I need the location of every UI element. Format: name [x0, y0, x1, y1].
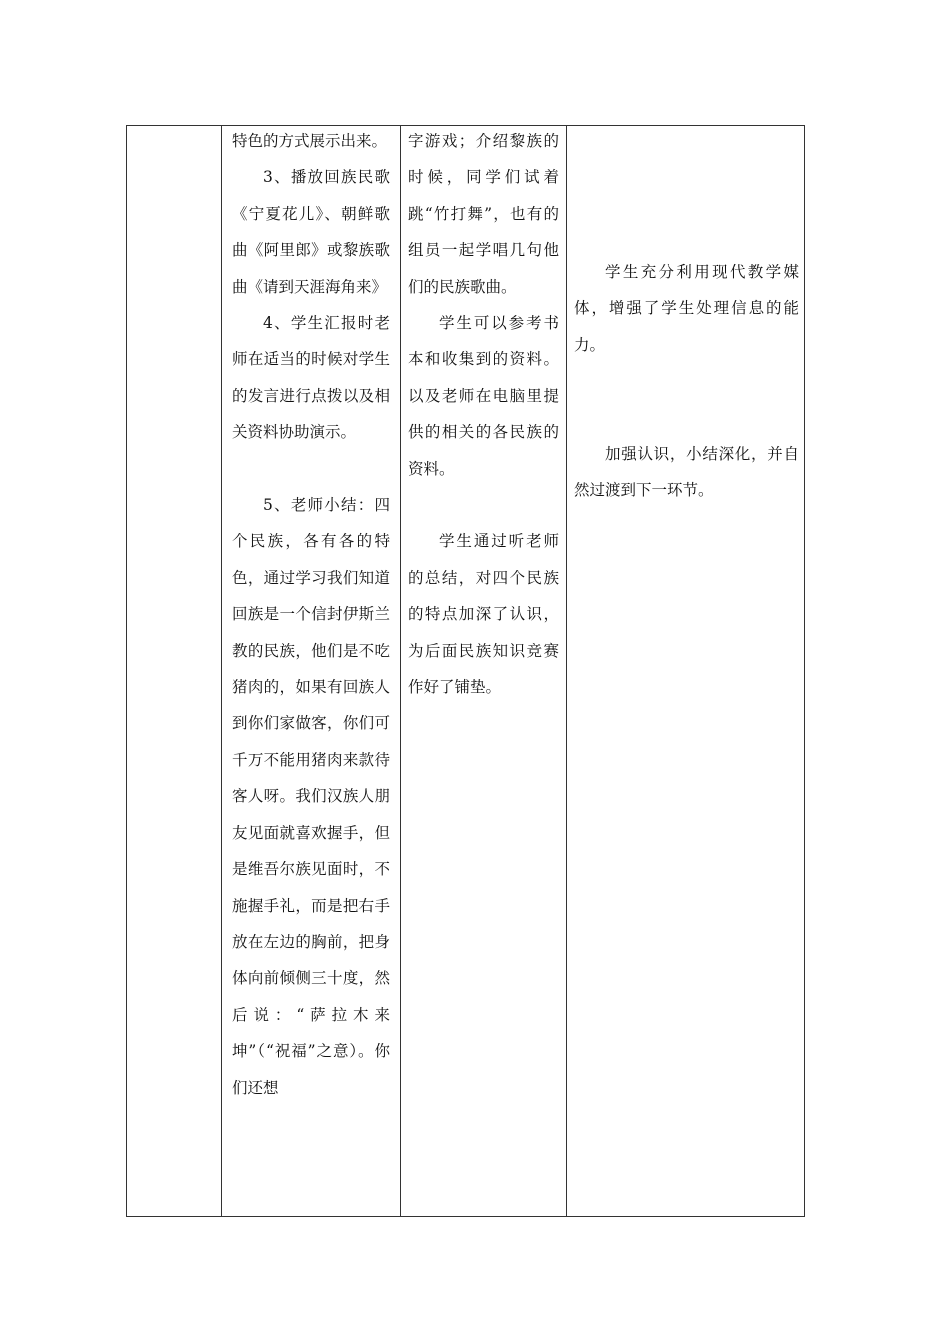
student-activity-text-3: 学生通过听老师的总结，对四个民族的特点加深了认识，为后面民族知识竞赛作好了铺垫。 — [408, 532, 559, 697]
column-divider — [566, 126, 567, 1216]
column-divider — [400, 126, 401, 1216]
cell-teacher-activity — [232, 123, 390, 1106]
teacher-activity-text-2: 3、播放回族民歌《宁夏花儿》、朝鲜歌曲《阿里郎》或黎族歌曲《请到天涯海角来》 — [232, 168, 390, 296]
teacher-activity-text-1: 特色的方式展示出来。 — [232, 132, 388, 150]
student-activity-text-1: 字游戏；介绍黎族的时候，同学们试着跳“竹打舞”，也有的组员一起学唱几句他们的民族歌曲。 — [408, 132, 559, 296]
cell-design-intent — [574, 254, 799, 509]
design-intent-text-2: 加强认识，小结深化，并自然过渡到下一环节。 — [574, 445, 799, 500]
cell-stage — [127, 126, 221, 1216]
teacher-activity-text-4: 5、老师小结：四个民族，各有各的特色，通过学习我们知道回族是一个信封伊斯兰教的民族，他们是不吃猪肉的，如果有回族人到你们家做客，你们可千万不能用猪肉来款待客人呀。我们汉族人朋友见面就喜欢握手，但是维吾尔族见面时，不施握手礼，而是把右手放在左边的胸前，把身体向前倾侧三十度，然后说：“萨拉木来坤”（“祝福”之意）。你们还想 — [232, 496, 390, 1097]
student-activity-text-2: 学生可以参考书本和收集到的资料。以及老师在电脑里提供的相关的各民族的资料。 — [408, 314, 559, 478]
column-divider — [221, 126, 222, 1216]
lesson-table — [126, 125, 805, 1217]
design-intent-text-1: 学生充分利用现代教学媒体，增强了学生处理信息的能力。 — [574, 263, 799, 354]
cell-student-activity — [408, 123, 559, 705]
teacher-activity-text-3: 4、学生汇报时老师在适当的时候对学生的发言进行点拨以及相关资料协助演示。 — [232, 314, 390, 442]
